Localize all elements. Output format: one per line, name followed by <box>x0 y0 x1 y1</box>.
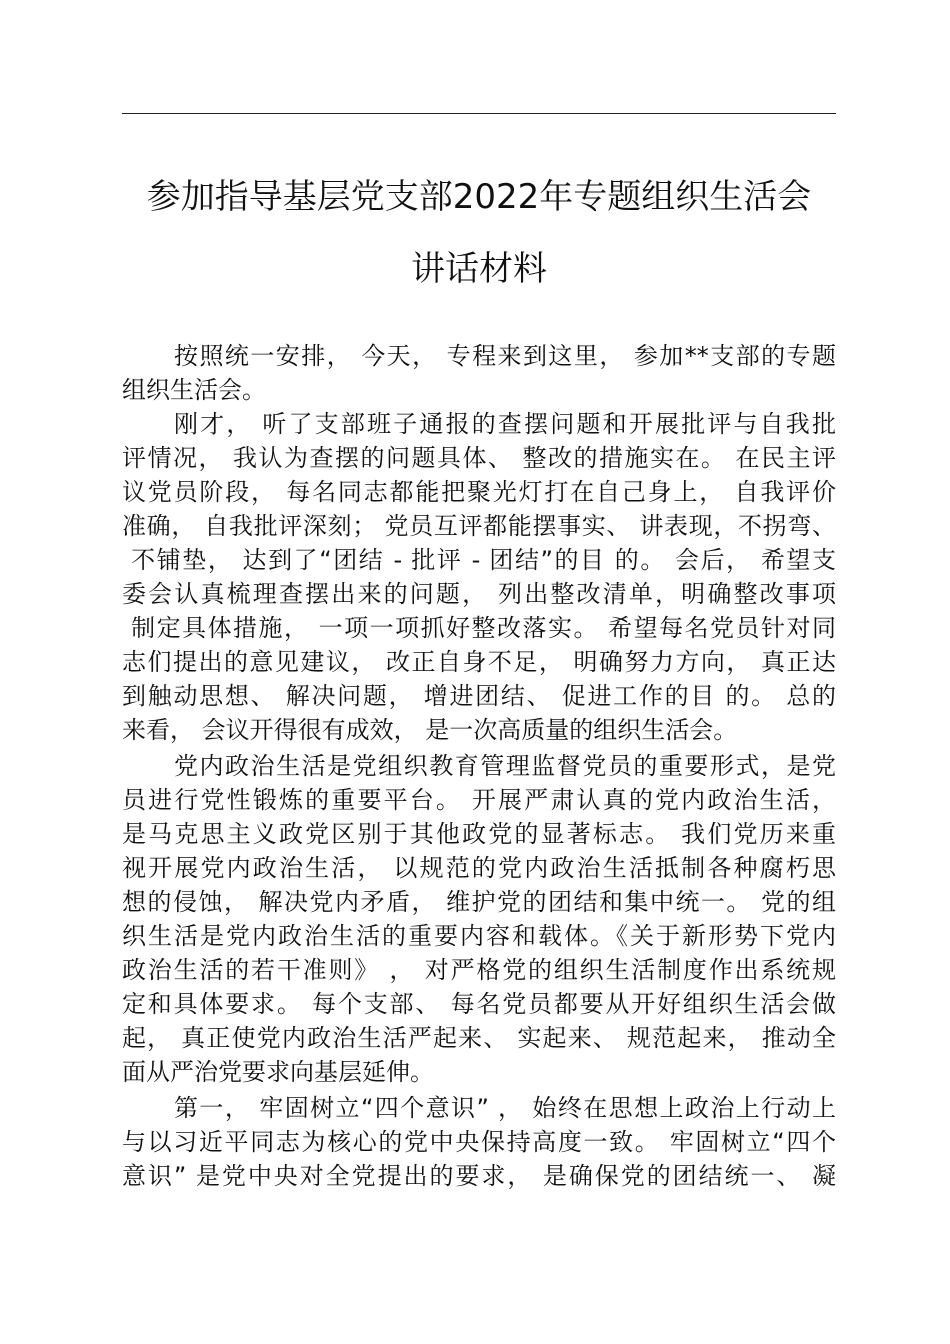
body-line: 与以习近平同志为核心的党中央保持高度一致。 牢固树立“四个 <box>122 1128 836 1156</box>
body-line: 织生活是党内政治生活的重要内容和载体。《关于新形势下党内 <box>122 922 836 950</box>
body-line: 准确， 自我批评深刻； 党员互评都能摆事实、 讲表现，不拐弯、 <box>122 512 836 540</box>
document-title-line-1: 参加指导基层党支部2022年专题组织生活会 <box>146 177 812 217</box>
body-line: 党内政治生活是党组织教育管理监督党员的重要形式，是党 <box>174 752 836 780</box>
header-rule <box>122 113 836 114</box>
body-line: 面从严治党要求向基层延伸。 <box>122 1058 434 1086</box>
body-line: 起， 真正使党内政治生活严起来、 实起来、 规范起来， 推动全 <box>122 1024 836 1052</box>
body-line: 志们提出的意见建议， 改正自身不足， 明确努力方向， 真正达 <box>122 648 836 676</box>
body-line: 来看， 会议开得很有成效， 是一次高质量的组织生活会。 <box>122 716 738 744</box>
body-line: 定和具体要求。 每个支部、 每名党员都要从开好组织生活会做 <box>122 990 836 1018</box>
body-line: 制定具体措施， 一项一项抓好整改落实。 希望每名党员针对同 <box>122 614 836 642</box>
body-line: 想的侵蚀， 解决党内矛盾， 维护党的团结和集中统一。 党的组 <box>122 888 836 916</box>
body-line: 到触动思想、 解决问题， 增进团结、 促进工作的目 的。 总的 <box>122 682 836 710</box>
body-line: 视开展党内政治生活， 以规范的党内政治生活抵制各种腐朽思 <box>122 854 836 882</box>
document-title-line-2: 讲话材料 <box>411 249 547 289</box>
body-line: 政治生活的若干准则》 ， 对严格党的组织生活制度作出系统规 <box>122 956 836 984</box>
body-line: 按照统一安排， 今天， 专程来到这里， 参加**支部的专题 <box>174 342 836 370</box>
body-line: 意识” 是党中央对全党提出的要求， 是确保党的团结统一、 凝 <box>122 1162 836 1190</box>
body-line: 议党员阶段， 每名同志都能把聚光灯打在自己身上， 自我评价 <box>122 478 836 506</box>
body-line: 员进行党性锻炼的重要平台。 开展严肃认真的党内政治生活， <box>122 786 836 814</box>
body-line: 评情况， 我认为查摆的问题具体、 整改的措施实在。 在民主评 <box>122 444 836 472</box>
body-line: 不铺垫， 达到了“团结 - 批评 - 团结”的目 的。 会后， 希望支 <box>122 546 836 574</box>
body-line: 委会认真梳理查摆出来的问题， 列出整改清单，明确整改事项 <box>122 580 836 608</box>
body-line: 第一， 牢固树立“四个意识” ， 始终在思想上政治上行动上 <box>174 1094 836 1122</box>
body-line: 刚才， 听了支部班子通报的查摆问题和开展批评与自我批 <box>174 410 836 438</box>
body-line: 组织生活会。 <box>122 376 266 404</box>
body-line: 是马克思主义政党区别于其他政党的显著标志。 我们党历来重 <box>122 820 836 848</box>
